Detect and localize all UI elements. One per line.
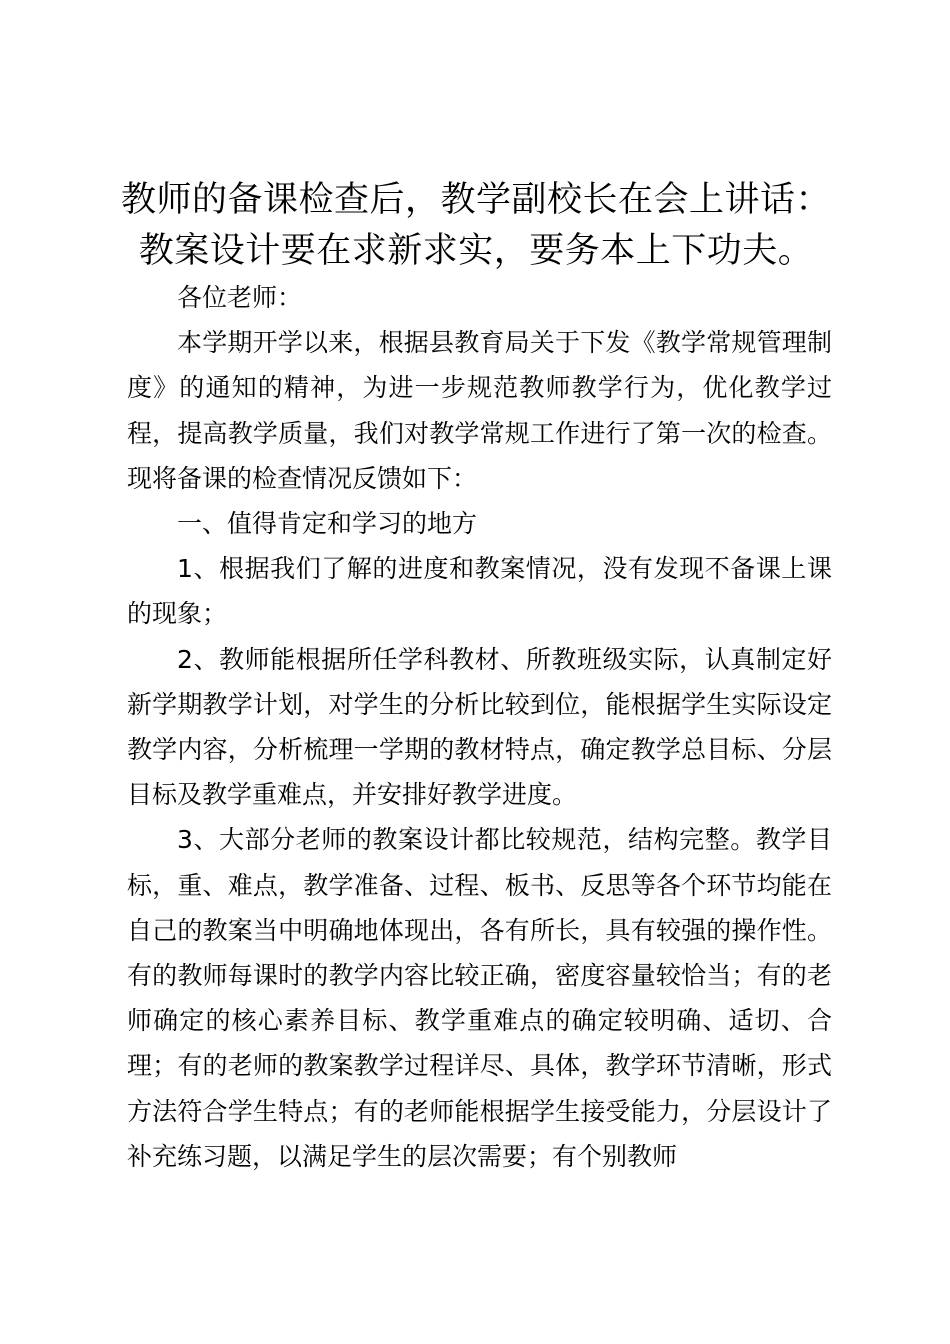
document-title-line-2: 教案设计要在求新求实，要务本上下功夫。 xyxy=(138,231,814,271)
salutation: 各位老师： xyxy=(177,283,303,312)
paragraph-item-1: 1、根据我们了解的进度和教案情况，没有发现不备课上课的现象； xyxy=(127,554,832,629)
document-body xyxy=(127,275,832,1179)
document-title-line-1: 教师的备课检查后，教学副校长在会上讲话： xyxy=(120,180,831,220)
paragraph-item-2: 2、教师能根据所任学科教材、所教班级实际，认真制定好新学期教学计划，对学生的分析比较到位，能根据学生实际设定教学内容，分析梳理一学期的教材特点，确定教学总目标、分层目标及教学重难点，并安排好教学进度。 xyxy=(127,644,832,810)
paragraph-item-3: 3、大部分老师的教案设计都比较规范，结构完整。教学目标，重、难点，教学准备、过程、板书、反思等各个环节均能在自己的教案当中明确地体现出，各有所长，具有较强的操作性。有的教师每课时的教学内容比较正确，密度容量较恰当；有的老师确定的核心素养目标、教学重难点的确定较明确、适切、合理；有的老师的教案教学过程详尽、具体，教学环节清晰，形式方法符合学生特点；有的老师能根据学生接受能力，分层设计了补充练习题，以满足学生的层次需要；有个别教师 xyxy=(127,825,832,1171)
paragraph-intro: 本学期开学以来，根据县教育局关于下发《教学常规管理制度》的通知的精神，为进一步规范教师教学行为，优化教学过程，提高教学质量，我们对教学常规工作进行了第一次的检查。现将备课的检查情况反馈如下： xyxy=(127,328,832,493)
section-heading: 一、值得肯定和学习的地方 xyxy=(177,509,478,539)
